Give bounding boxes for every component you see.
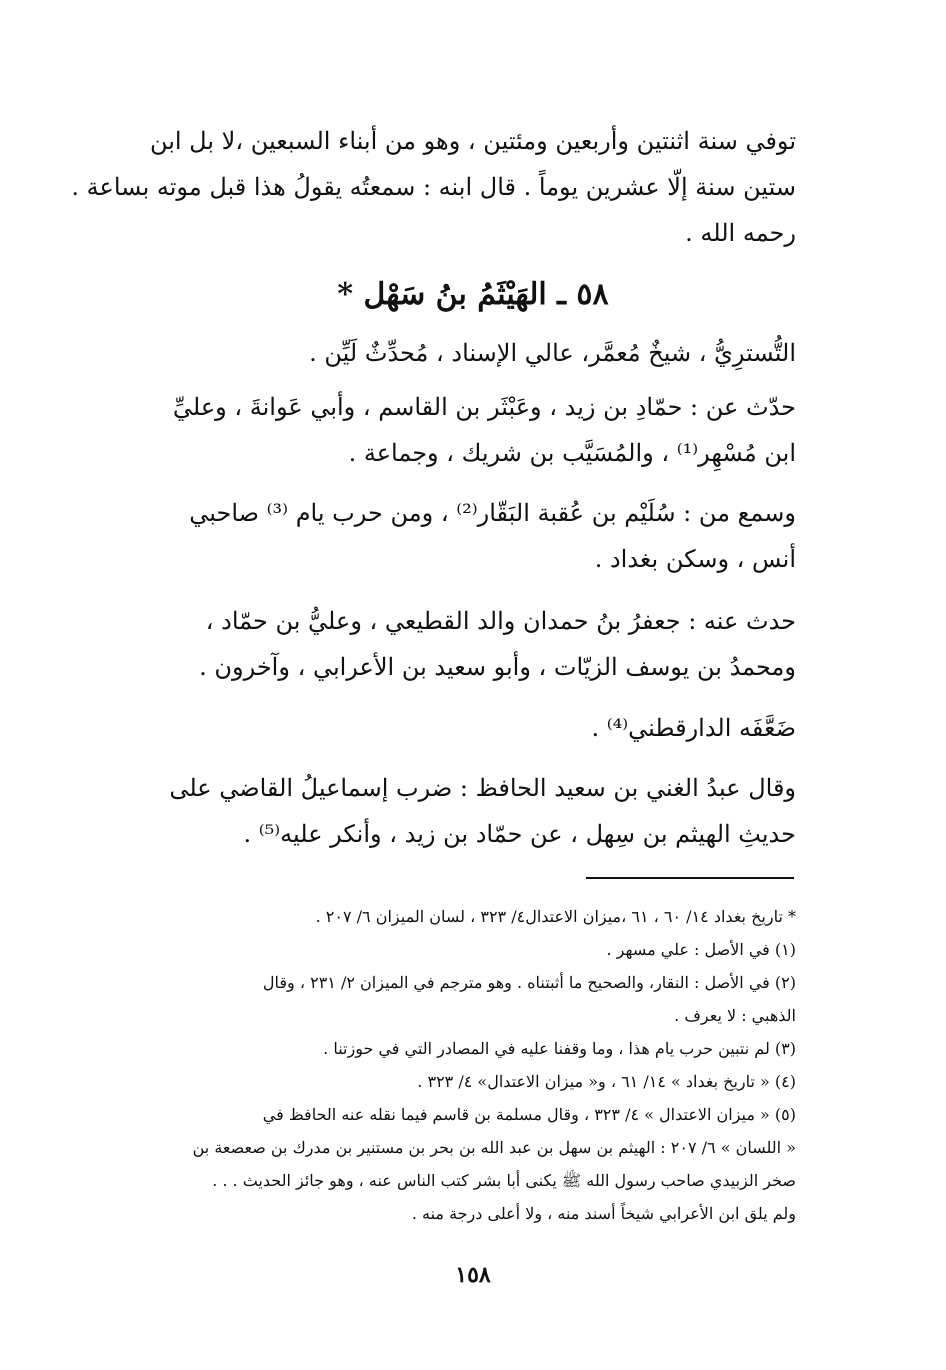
text-line: ضَعَّفَه الدارقطني⁽⁴⁾ . [591, 714, 796, 742]
text-line: حدّث عن : حمّادِ بن زيد ، وعَبْثَر بن القاسم ، وأبي عَوانةَ ، وعليِّ [172, 393, 796, 421]
text-line: ومحمدُ بن يوسف الزيّات ، وأبو سعيد بن الأعرابي ، وآخرون . [199, 653, 796, 681]
paragraph-narrated-by [136, 598, 796, 690]
footnote-line: (٢) في الأصل : النقار، والصحيح ما أثبتناه . وهو مترجم في الميزان ٢/ ٢٣١ ، وقال [262, 973, 796, 992]
intro-paragraph [71, 118, 796, 256]
footnote-line: صخر الزبيدي صاحب رسول الله ﷺ يكنى أبا بشر كتب الناس عنه ، وهو جائز الحديث . . . [212, 1171, 796, 1190]
text-line: توفي سنة اثنتين وأربعين ومئتين ، وهو من أبناء السبعين ،لا بل ابن [149, 127, 796, 155]
text-line: وقال عبدُ الغني بن سعيد الحافظ : ضرب إسماعيلُ القاضي على [169, 774, 796, 802]
footnote-line: (٤) « تاريخ بغداد » ١٤/ ٦١ ، و« ميزان الاعتدال» ٤/ ٣٢٣ . [417, 1072, 796, 1091]
text-line: ابن مُسْهِر⁽¹⁾ ، والمُسَيَّب بن شريك ، وجماعة . [348, 439, 796, 467]
text-line: رحمه الله . [685, 219, 796, 247]
footnote-line: ولم يلق ابن الأعرابي شيخاً أسند منه ، ولا أعلى درجة منه . [411, 1204, 796, 1223]
footnote-line: الذهبي : لا يعرف . [674, 1006, 796, 1025]
text-line: أنس ، وسكن بغداد . [594, 545, 796, 573]
footnote-line: (٣) لم نتبين حرب يام هذا ، وما وقفنا عليه في المصادر التي في حوزتنا . [323, 1039, 796, 1058]
footnote-divider [586, 877, 794, 879]
footnotes [136, 900, 796, 1230]
footnote-line: * تاريخ بغداد ١٤/ ٦٠ ، ٦١ ،ميزان الاعتدال٤/ ٣٢٣ ، لسان الميزان ٦/ ٢٠٧ . [315, 907, 796, 926]
text-line: وسمع من : سُلَيْم بن عُقبة البَقّار⁽²⁾ ، ومن حرب يام ⁽³⁾ صاحبي [189, 499, 796, 527]
text-line: ستين سنة إلّا عشرين يوماً . قال ابنه : سمعتُه يقولُ هذا قبل موته بساعة . [71, 173, 796, 201]
page-number: ١٥٨ [455, 1262, 491, 1288]
paragraph-abd-al-ghani [136, 765, 796, 857]
paragraph-heard-from [136, 490, 796, 582]
text-line: حديثِ الهيثم بن سِهل ، عن حمّاد بن زيد ، وأنكر عليه⁽⁵⁾ . [243, 820, 796, 848]
paragraph-narrated-from [136, 384, 796, 476]
text-line: حدث عنه : جعفرُ بنُ حمدان والد القطيعي ، وعليُّ بن حمّاد ، [205, 607, 796, 635]
text-line: التُّسترِيُّ ، شيخٌ مُعمَّر، عالي الإسناد ، مُحدِّثٌ لَيِّن . [309, 339, 796, 367]
paragraph-nisba [136, 330, 796, 376]
footnote-line: (٥) « ميزان الاعتدال » ٤/ ٣٢٣ ، وقال مسلمة بن قاسم فيما نقله عنه الحافظ في [262, 1105, 796, 1124]
entry-heading: ٥٨ ـ الهَيْثَمُ بنُ سَهْل * [337, 277, 609, 312]
footnote-line: « اللسان » ٦/ ٢٠٧ : الهيثم بن سهل بن عبد الله بن بحر بن مستنير بن مدرك بن صعصعة بن [192, 1138, 796, 1157]
footnote-line: (١) في الأصل : علي مسهر . [606, 940, 796, 959]
paragraph-weakened [136, 705, 796, 751]
